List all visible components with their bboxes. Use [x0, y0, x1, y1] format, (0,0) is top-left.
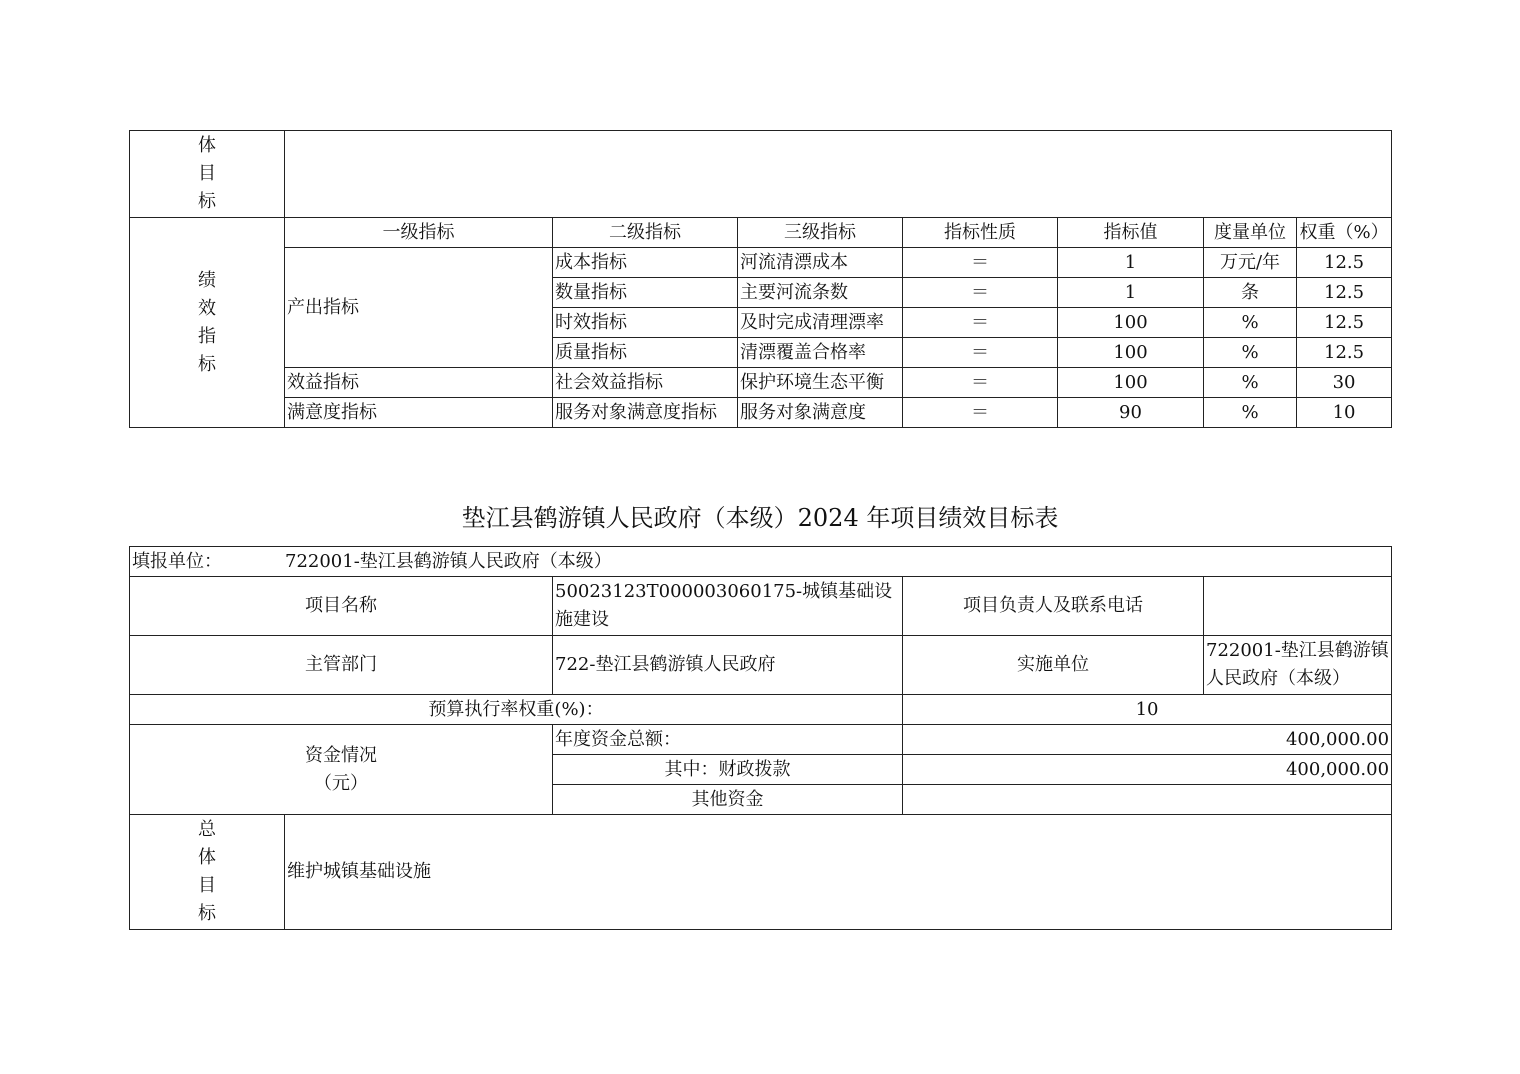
unit-cell: %	[1204, 308, 1297, 338]
level3-cell: 主要河流条数	[738, 278, 903, 308]
level2-cell: 服务对象满意度指标	[553, 398, 738, 428]
dept-label: 主管部门	[130, 636, 553, 695]
header-value: 指标值	[1058, 218, 1204, 248]
nature-cell: ＝	[903, 278, 1058, 308]
unit-cell: 万元/年	[1204, 248, 1297, 278]
project-name-value: 50023123T000003060175-城镇基础设施建设	[553, 577, 903, 636]
unit-cell: %	[1204, 338, 1297, 368]
indicator-table	[129, 130, 1392, 428]
filing-unit-row	[130, 547, 1392, 577]
value-cell: 1	[1058, 248, 1204, 278]
unit-cell: %	[1204, 398, 1297, 428]
level3-cell: 及时完成清理漂率	[738, 308, 903, 338]
nature-cell: ＝	[903, 248, 1058, 278]
annual-total-value: 400,000.00	[903, 725, 1392, 755]
budget-rate-value: 10	[903, 695, 1392, 725]
header-nature: 指标性质	[903, 218, 1058, 248]
weight-cell: 12.5	[1297, 278, 1392, 308]
weight-cell: 30	[1297, 368, 1392, 398]
filing-unit-label: 填报单位：	[132, 550, 222, 572]
level2-cell: 成本指标	[553, 248, 738, 278]
fiscal-value: 400,000.00	[903, 755, 1392, 785]
header-weight: 权重（%）	[1297, 218, 1392, 248]
nature-cell: ＝	[903, 368, 1058, 398]
value-cell: 100	[1058, 338, 1204, 368]
header-level2: 二级指标	[553, 218, 738, 248]
other-funds-value	[903, 785, 1392, 815]
level2-cell: 时效指标	[553, 308, 738, 338]
header-level3: 三级指标	[738, 218, 903, 248]
dept-value: 722-垫江县鹤游镇人民政府	[553, 636, 903, 695]
level1-cell: 效益指标	[285, 368, 553, 398]
level1-cell: 满意度指标	[285, 398, 553, 428]
annual-total-label: 年度资金总额：	[553, 725, 903, 755]
weight-cell: 10	[1297, 398, 1392, 428]
level3-cell: 清漂覆盖合格率	[738, 338, 903, 368]
impl-unit-value: 722001-垫江县鹤游镇人民政府（本级）	[1204, 636, 1392, 695]
unit-cell: 条	[1204, 278, 1297, 308]
contact-value	[1204, 577, 1392, 636]
nature-cell: ＝	[903, 338, 1058, 368]
table-row	[130, 398, 1392, 428]
value-cell: 90	[1058, 398, 1204, 428]
level1-cell: 产出指标	[285, 248, 553, 368]
overall-goal-label: 总 体 目 标	[130, 815, 285, 930]
performance-indicator-label: 绩 效 指 标	[130, 218, 285, 428]
weight-cell: 12.5	[1297, 248, 1392, 278]
project-form-table	[129, 546, 1392, 930]
value-cell: 100	[1058, 308, 1204, 338]
level2-cell: 数量指标	[553, 278, 738, 308]
overall-goal-text	[285, 131, 1392, 218]
nature-cell: ＝	[903, 308, 1058, 338]
value-cell: 100	[1058, 368, 1204, 398]
header-unit: 度量单位	[1204, 218, 1297, 248]
unit-cell: %	[1204, 368, 1297, 398]
funds-label	[130, 725, 553, 815]
impl-unit-label: 实施单位	[903, 636, 1204, 695]
nature-cell: ＝	[903, 398, 1058, 428]
funds-unit-text: （元）	[314, 772, 368, 794]
level2-cell: 社会效益指标	[553, 368, 738, 398]
page-title: 垫江县鹤游镇人民政府（本级）2024 年项目绩效目标表	[461, 504, 1059, 532]
other-funds-label: 其他资金	[553, 785, 903, 815]
value-cell: 1	[1058, 278, 1204, 308]
funds-label-text: 资金情况	[305, 744, 377, 766]
budget-rate-label: 预算执行率权重(%)：	[130, 695, 903, 725]
contact-label: 项目负责人及联系电话	[903, 577, 1204, 636]
project-name-label: 项目名称	[130, 577, 553, 636]
level3-cell: 服务对象满意度	[738, 398, 903, 428]
overall-goal-text: 维护城镇基础设施	[285, 815, 1392, 930]
filing-unit-value: 722001-垫江县鹤游镇人民政府（本级）	[285, 550, 612, 572]
table-row	[130, 368, 1392, 398]
overall-goal-label: 体 目 标	[130, 131, 285, 218]
level3-cell: 河流清漂成本	[738, 248, 903, 278]
header-level1: 一级指标	[285, 218, 553, 248]
weight-cell: 12.5	[1297, 308, 1392, 338]
fiscal-label: 其中：财政拨款	[553, 755, 903, 785]
level3-cell: 保护环境生态平衡	[738, 368, 903, 398]
level2-cell: 质量指标	[553, 338, 738, 368]
table-row	[130, 248, 1392, 278]
weight-cell: 12.5	[1297, 338, 1392, 368]
